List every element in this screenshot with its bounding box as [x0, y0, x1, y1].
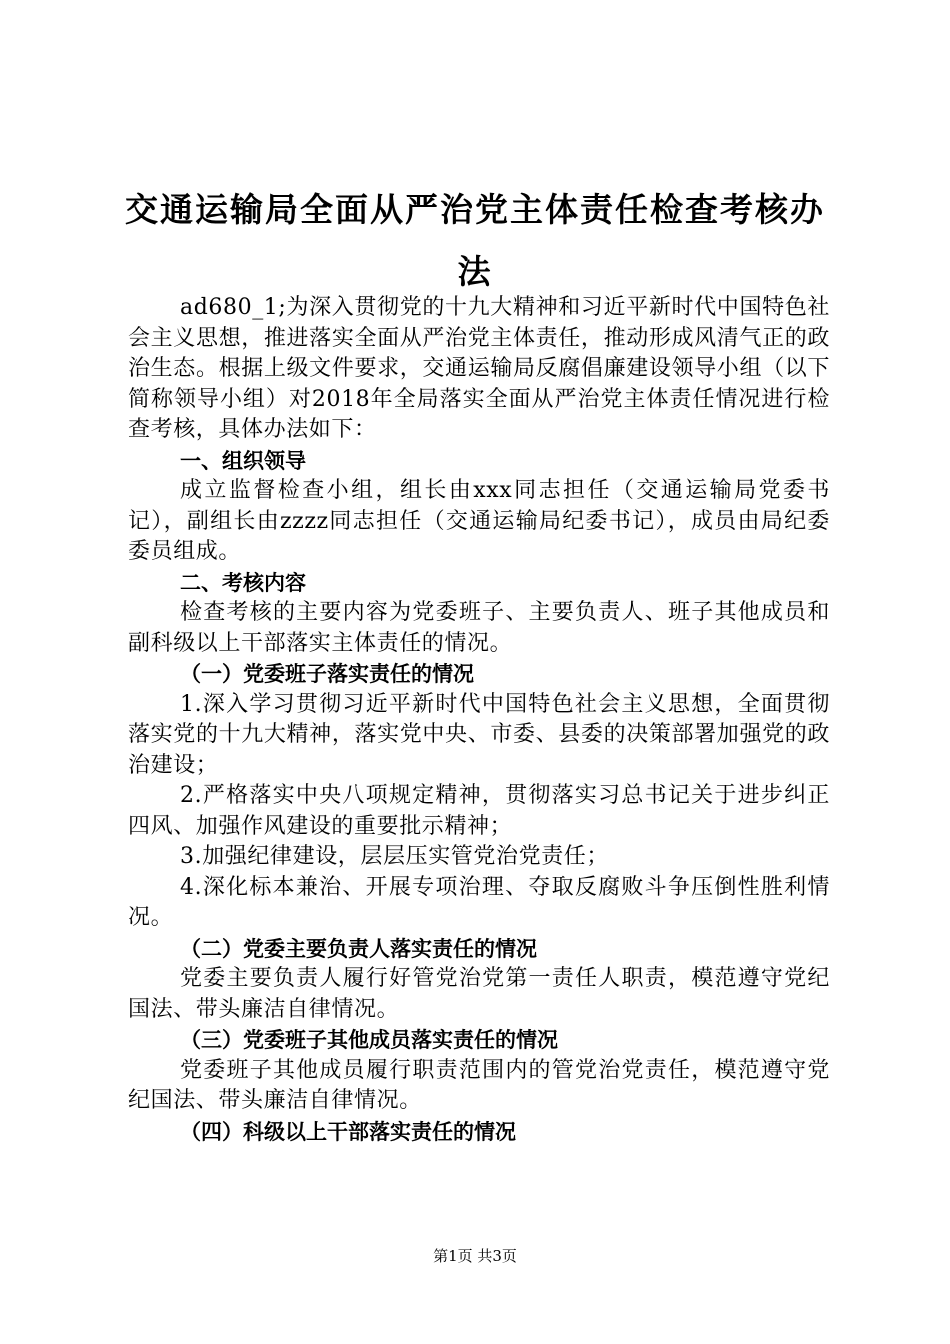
intro-paragraph: ad680_1;为深入贯彻党的十九大精神和习近平新时代中国特色社会主义思想，推进落实全面从严治党主体责任，推动形成风清气正的政治生态。根据上级文件要求，交通运输局反腐倡廉建设领导小组（以下简称领导小组）对2018年全局落实全面从严治党主体责任情况进行检查考核，具体办法如下：	[128, 295, 830, 442]
page-indicator: 第1页 共3页	[433, 1247, 517, 1265]
subsection-heading-2: （二）党委主要负责人落实责任的情况	[180, 936, 537, 961]
document-title-line-2: 法	[457, 252, 493, 291]
list-item-2: 2.严格落实中央八项规定精神，贯彻落实习总书记关于进步纠正四风、加强作风建设的重要批示精神；	[128, 783, 830, 839]
document-body	[128, 293, 830, 1147]
list-item-4: 4.深化标本兼治、开展专项治理、夺取反腐败斗争压倒性胜利情况。	[128, 874, 830, 930]
list-item-1: 1.深入学习贯彻习近平新时代中国特色社会主义思想，全面贯彻落实党的十九大精神，落实党中央、市委、县委的决策部署加强党的政治建设；	[128, 691, 830, 778]
list-item-3: 3.加强纪律建设，层层压实管党治党责任；	[180, 844, 609, 869]
section-heading-organization: 一、组织领导	[180, 448, 306, 473]
section-heading-content: 二、考核内容	[180, 570, 306, 595]
subsection-heading-4: （四）科级以上干部落实责任的情况	[180, 1119, 516, 1144]
organization-paragraph: 成立监督检查小组，组长由xxx同志担任（交通运输局党委书记），副组长由zzzz同志担任（交通运输局纪委书记），成员由局纪委委员组成。	[128, 478, 830, 564]
subsection-heading-3: （三）党委班子其他成员落实责任的情况	[180, 1028, 558, 1052]
content-paragraph: 检查考核的主要内容为党委班子、主要负责人、班子其他成员和副科级以上干部落实主体责任的情况。	[128, 600, 830, 656]
subsection-3-paragraph: 党委班子其他成员履行职责范围内的管党治党责任，模范遵守党纪国法、带头廉洁自律情况。	[128, 1057, 830, 1113]
document-title-line-1: 交通运输局全面从严治党主体责任检查考核办	[125, 190, 825, 229]
subsection-2-paragraph: 党委主要负责人履行好管党治党第一责任人职责，模范遵守党纪国法、带头廉洁自律情况。	[128, 966, 830, 1022]
subsection-heading-1: （一）党委班子落实责任的情况	[180, 662, 474, 686]
